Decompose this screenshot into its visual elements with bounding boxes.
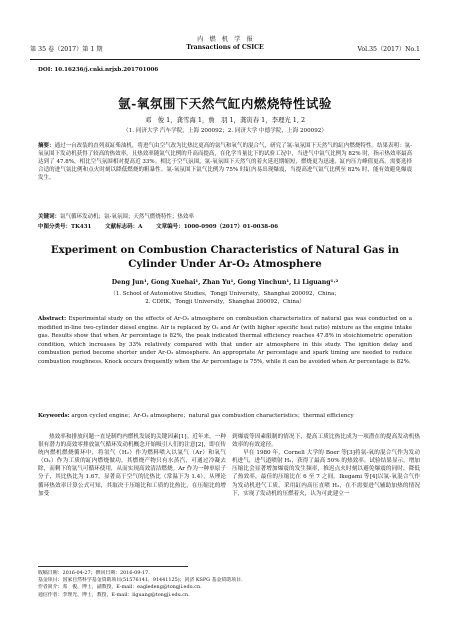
english-abstract-label: Abstract: xyxy=(38,316,67,322)
english-keywords-label: Keywords: xyxy=(38,413,70,419)
footnote-fund: 基金项目：国家自然科学基金资助项目(51576141，91441125)；同济 KSPG 基金资助项目. xyxy=(38,577,243,584)
body-paragraph: 早在 1980 年，Cornell 大学的 Boer 等[3]将氩-氧的混合气作为发动机进气，进气道喷射 H₂，获得了最高 50% 的热效率。试验结果显示，增加压缩比会显著增加爆震的发生频率，推迟点火时刻以避免爆震的同时，降低了热效率，最佳的压缩比在 6 至 7 之间。Ikegami 等[4]以氩-氧混合气作为发动机进气工质，采用缸内高压直喷 H₂，在不需要进气辅助加热的情况下，实现了发动机的压燃着火，认为可此建立一 xyxy=(232,450,420,497)
english-title xyxy=(30,243,420,271)
chinese-abstract-label: 摘要： xyxy=(38,143,55,149)
english-abstract xyxy=(38,315,412,367)
header-journal-en: Transactions of CSICE xyxy=(186,44,264,51)
english-title-line2: Cylinder Under Ar-O₂ Atmosphere xyxy=(128,258,322,270)
header-volume-en: Vol.35（2017）No.1 xyxy=(357,46,420,53)
header-rule xyxy=(30,59,420,60)
english-title-line1: Experiment on Combustion Characteristics of Natural Gas in xyxy=(50,244,400,256)
english-affiliation-line2: 2. CDHK，Tongji University，Shanghai 200092，China） xyxy=(145,299,305,305)
footnote-received: 收稿日期：2016-04-27；修回日期：2016-09-17. xyxy=(38,570,150,576)
body-column-right xyxy=(232,433,420,498)
english-keywords-text: argon cycled engine；Ar-O₂ atmosphere；natural gas combustion characteristics；thermal efficiency xyxy=(71,413,354,419)
clc-number: 中图分类号：TK431 xyxy=(38,224,92,230)
chinese-authors: 邓 俊 1，龚雪海 1，詹 羽 1，龚寅春 1，李理光 1, 2 xyxy=(144,116,306,124)
header-volume-cn: 第 35 卷（2017）第 1 期 xyxy=(30,46,103,53)
chinese-abstract xyxy=(38,142,412,182)
body-paragraph: 到爆震等因素限制的情况下，提高工质比热比成为一项潜在的提高发动机热效率的有效途径。 xyxy=(232,434,420,449)
chinese-title: 氩-氧氛围下天然气缸内燃烧特性试验 xyxy=(118,96,332,111)
footnote-corresponding: 通信作者：李理光，博士，教授，E-mail：liguang@tongji.edu.cn. xyxy=(38,591,190,598)
english-abstract-text: Experimental study on the effects of Ar-O₂ atmosphere on combustion characteristics of natural gas was conducted on a modified in-line two-cylinder diesel engine. Air is replaced by O₂ and Ar (with higher specific heat ratio) mixture as the engine intake gas. Results show that when Ar percentage is 82%, the peak indicated thermal efficiency reaches 47.8% in stoichiometric operation condition, which increases by 33% relatively compared with that under air atmosphere in this study. The ignition delay and combustion period become shorter under Ar-O₂ atmosphere. An appropriate Ar percentage and spark timing are needed to reduce combustion roughness. Knock occurs frequently when the Ar percentage is 75%, while it can be avoided when Ar percentage is 82%. xyxy=(38,316,412,365)
document-code: 文献标志码：A xyxy=(105,224,143,230)
english-authors: Deng Jun¹, Gong Xuehai¹, Zhan Yu¹, Gong Yinchun¹, Li Liguang¹·² xyxy=(111,279,339,286)
english-affiliation-line1: （1. School of Automotive Studies，Tongji University，Shanghai 200092，China； xyxy=(110,291,340,297)
body-column-left xyxy=(38,433,226,498)
chinese-keywords xyxy=(38,212,412,220)
chinese-affiliation: （1. 同济大学 汽车学院，上海 200092；2. 同济大学 中德学院，上海 200092） xyxy=(123,128,327,134)
chinese-keywords-label: 关键词： xyxy=(38,214,61,220)
english-affiliation xyxy=(30,290,420,306)
english-keywords xyxy=(38,411,412,419)
chinese-abstract-text: 通过一台改装的直列双缸柴油机，将进气由空气改为比热比更高的氩气和氧气的混合气，研究了氩-氧氛围下天然气的缸内燃烧特性。结果表明：氩-氧氛围下发动机获得了较高的热效率，且热效率随氩气比例的升高而提高，在化学当量比下的试验工况中，当进气中氩气比例为 82% 时，指示热效率最高达到了 47.8%，相比空气氛围相对提高近 33%。相比于空气氛围，氩-氧氛围下天然气的着火延迟期缩短，燃烧更为迅速，缸内压力峰值更高。需要选择合适的进气氩比例和点火时刻以降低燃烧的粗暴性。氩-氧氛围下氩气比例为 75% 时缸内易出现爆震，当提高进气氩气比例至 82% 时，能有效避免爆震发生。 xyxy=(38,143,412,181)
footnote-author: 作者简介：邓 俊，博士，副教授，E-mail：eagledeng@tongji.edu.cn. xyxy=(38,584,202,591)
chinese-keywords-text: 氩气循环发动机；氩-氧氛围；天然气燃烧特性；热效率 xyxy=(60,214,194,220)
footnotes xyxy=(38,570,412,599)
running-header xyxy=(30,36,420,58)
header-journal-cn: 内 燃 机 学 报 xyxy=(197,36,253,43)
doi-line: DOI: 10.16236/j.cnki.nrjxb.201701006 xyxy=(38,67,159,73)
footnote-rule xyxy=(38,566,188,567)
body-paragraph: 热效率和排放问题一直是制约内燃机发展的关键因素[1]。近年来，一种很有潜力的高效零排放氩气循环发动机概念开始吸引人们的注意[2]，即在传统内燃机燃烧循环中，将氢气（H₂）作为燃料喷入以氩气（Ar）和氧气（O₂）作为工质的缸内燃烧做功，其燃烧产物只有水蒸汽，可通过冷凝去除，而剩下的氩气可循环使用，从而实现高效清洁燃烧。Ar 作为一种单原子分子，其比热比为 1.67，显著高于空气的比热比（常温下为 1.4），从理论循环热效率计算公式可知，其取决于压缩比和工质的比热比，在压缩比的增加受 xyxy=(38,434,226,497)
article-number: 文章编号：1000-0909（2017）01-0038-06 xyxy=(156,224,279,230)
classification-line xyxy=(38,222,412,230)
